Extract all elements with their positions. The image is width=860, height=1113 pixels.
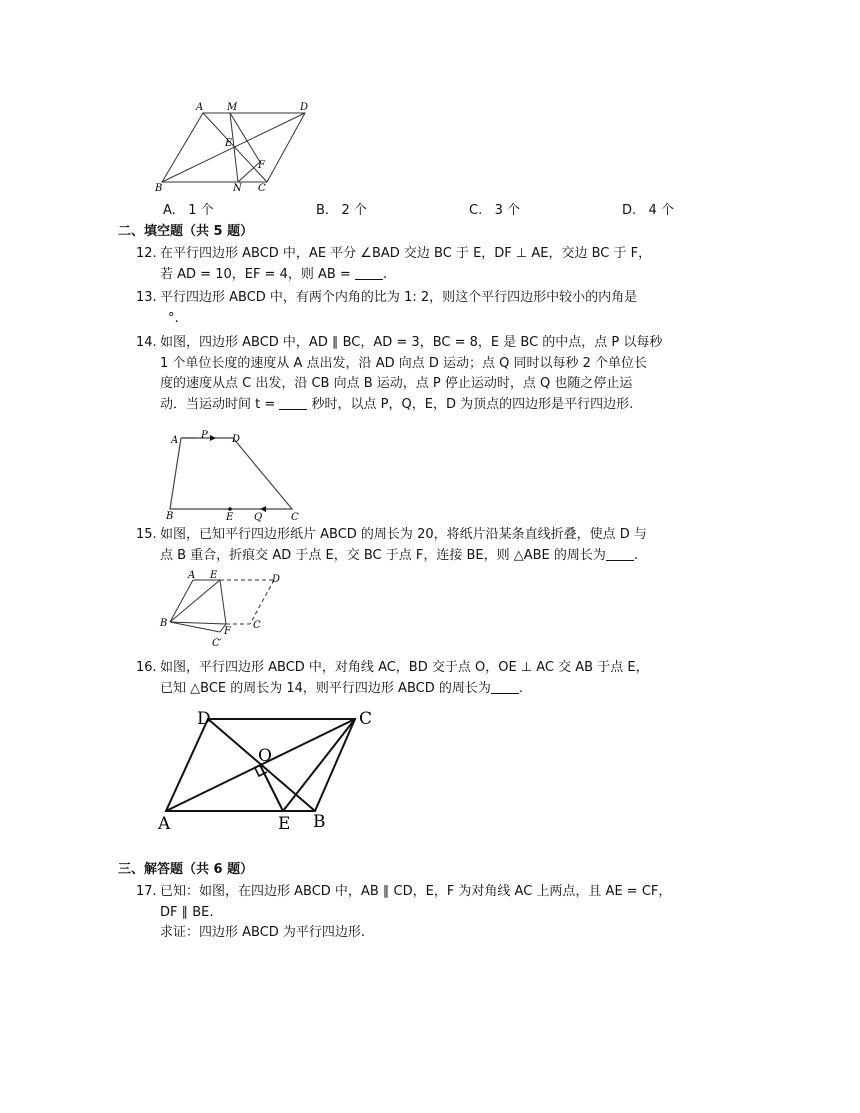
question-text-line: 求证：四边形 ABCD 为平行四边形. (160, 925, 366, 940)
label-b: B (166, 511, 174, 522)
question-text-line: 已知：如图，在四边形 ABCD 中，AB ∥ CD，E，F 为对角线 AC 上两点，且 AE = CF， (160, 884, 672, 899)
label-d: D (197, 709, 211, 729)
question-15 (136, 525, 742, 566)
label-b: B (313, 812, 326, 832)
question-text-line: 点 B 重合，折痕交 AD 于点 E，交 BC 于点 F，连接 BE，则 △ABE 的周长为 (160, 547, 606, 563)
label-a: A (171, 435, 179, 446)
section-fill-in-title: 二、填空题（共 5 题） (118, 224, 254, 239)
option-a: A. 1 个 (163, 203, 214, 218)
question-text-line: DF ∥ BE. (160, 904, 214, 920)
question-number: 17. (136, 884, 157, 899)
label-f: F (224, 626, 231, 637)
question-text-line: 如图，平行四边形 ABCD 中，对角线 AC，BD 交于点 O，OE ⊥ AC 交 AB 于点 E， (160, 660, 649, 675)
question-text-line: . (633, 547, 639, 563)
figure-q14 (166, 426, 306, 522)
question-12 (136, 244, 742, 285)
label-b: B (155, 183, 163, 194)
option-b: B. 2 个 (316, 203, 367, 218)
question-number: 14. (136, 335, 157, 350)
label-d: D (300, 102, 309, 113)
question-text-line: 平行四边形 ABCD 中，有两个内角的比为 1: 2，则这个平行四边形中较小的内角是 (160, 290, 638, 305)
label-c-prime: C′ (212, 638, 222, 649)
question-14 (136, 333, 742, 415)
label-d: D (232, 434, 241, 445)
question-text-line: . (518, 680, 523, 696)
label-a: A (196, 102, 204, 113)
label-b: B (160, 618, 168, 629)
label-p: P (201, 430, 208, 441)
label-e: E (226, 512, 234, 522)
label-a: A (188, 570, 196, 581)
label-e: E (278, 814, 291, 832)
question-text-line: 秒时，以点 P，Q，E，D 为顶点的四边形是平行四边形. (307, 396, 634, 412)
label-f: F (258, 160, 265, 171)
arrow-p-icon (210, 435, 216, 441)
question-text-line: 在平行四边形 ABCD 中，AE 平分 ∠BAD 交边 BC 于 E，DF ⊥ AE，交边 BC 于 F， (160, 246, 652, 261)
answer-blank[interactable] (355, 265, 383, 280)
answer-blank[interactable] (606, 546, 634, 561)
section-answer-title: 三、解答题（共 6 题） (118, 862, 254, 877)
answer-blank[interactable] (491, 679, 519, 694)
question-16 (136, 658, 742, 699)
figure-q16 (152, 704, 392, 832)
figure-q11 (150, 100, 320, 195)
question-number: 13. (136, 290, 157, 305)
label-e: E (225, 138, 233, 149)
label-c: C (253, 620, 261, 631)
label-m: M (227, 102, 238, 113)
label-o: O (258, 746, 272, 766)
option-d: D. 4 个 (622, 203, 674, 218)
label-q: Q (254, 512, 263, 522)
question-text-line: 1 个单位长度的速度从 A 点出发，沿 AD 向点 D 运动；点 Q 同时以每秒 2 个单位长 (160, 355, 648, 371)
label-c: C (291, 512, 299, 522)
label-c: C (359, 709, 373, 729)
question-text-line: 度的速度从点 C 出发，沿 CB 向点 B 运动，点 P 停止运动时，点 Q 也随之停止运 (160, 376, 633, 391)
figure-q15 (158, 570, 290, 650)
question-number: 12. (136, 246, 157, 261)
question-13 (136, 288, 742, 329)
question-number: 15. (136, 527, 157, 542)
question-text-line: 动．当运动时间 t = (160, 396, 280, 412)
label-c: C (258, 183, 266, 194)
question-text-line: 若 AD = 10，EF = 4，则 AB = (160, 266, 355, 282)
label-n: N (233, 183, 242, 194)
question-number: 16. (136, 660, 157, 675)
question-text-line: . (382, 266, 388, 282)
label-d: D (272, 574, 281, 585)
label-e: E (210, 570, 218, 581)
label-a: A (158, 814, 171, 832)
answer-blank[interactable] (279, 395, 307, 410)
option-c: C. 3 个 (469, 203, 521, 218)
question-text-line: 已知 △BCE 的周长为 14，则平行四边形 ABCD 的周长为 (160, 680, 491, 696)
question-text-line: 如图，四边形 ABCD 中，AD ∥ BC，AD = 3，BC = 8，E 是 BC 的中点，点 P 以每秒 (160, 335, 663, 350)
question-text-line: 如图，已知平行四边形纸片 ABCD 的周长为 20，将纸片沿某条直线折叠，使点 D 与 (160, 527, 647, 542)
question-17 (136, 882, 742, 944)
question-text-line: °. (168, 310, 179, 326)
